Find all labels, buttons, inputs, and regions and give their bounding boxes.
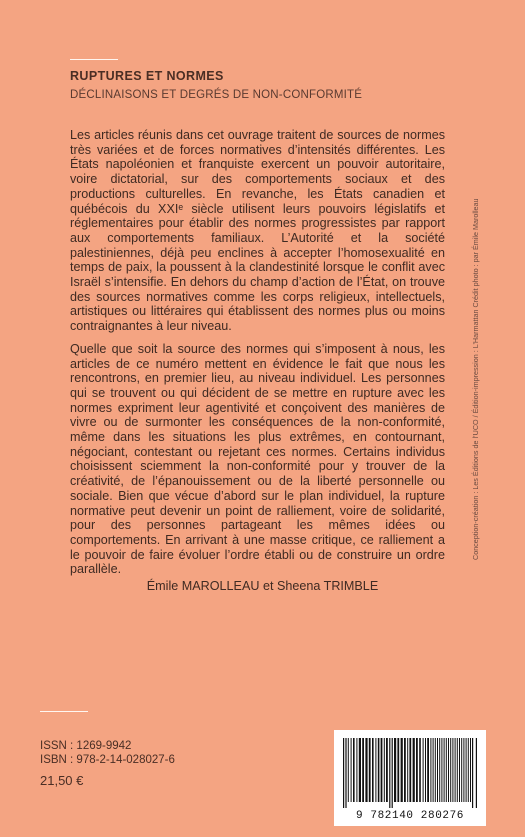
barcode-bar bbox=[441, 738, 442, 802]
barcode-bar bbox=[353, 738, 355, 802]
barcode-bar bbox=[351, 738, 352, 802]
barcode-bar bbox=[459, 738, 460, 802]
issn: ISSN : 1269-9942 bbox=[40, 740, 132, 752]
barcode-bar bbox=[404, 738, 406, 802]
barcode-bar bbox=[452, 738, 453, 802]
barcode bbox=[334, 730, 486, 826]
barcode-bar bbox=[455, 738, 456, 802]
barcode-bar bbox=[472, 738, 473, 808]
barcode-bar bbox=[384, 738, 385, 802]
barcode-bar bbox=[378, 738, 380, 802]
series-title: RUPTURES ET NORMES bbox=[70, 69, 224, 83]
barcode-bar bbox=[375, 738, 376, 802]
barcode-bar bbox=[409, 738, 411, 802]
barcode-bar bbox=[463, 738, 464, 802]
barcode-bar bbox=[419, 738, 421, 802]
back-cover-summary bbox=[70, 128, 445, 577]
barcode-bar bbox=[466, 738, 467, 802]
barcode-bar bbox=[345, 738, 346, 808]
barcode-bar bbox=[423, 738, 424, 802]
barcode-bar bbox=[461, 738, 462, 802]
credits-text: Conception-création : Les Éditions de l’UCO / Édition-impression : L’Harmattan Crédit photo : par Émile Marolleau bbox=[471, 198, 480, 560]
barcode-bar bbox=[397, 738, 399, 802]
barcode-bar bbox=[439, 738, 440, 802]
barcode-bar bbox=[389, 738, 390, 808]
barcode-bar bbox=[450, 738, 451, 802]
isbn: ISBN : 978-2-14-028027-6 bbox=[40, 754, 175, 766]
barcode-bar bbox=[476, 738, 477, 808]
price: 21,50 € bbox=[40, 773, 84, 788]
barcode-bar bbox=[372, 738, 374, 802]
barcode-bar bbox=[401, 738, 403, 802]
barcode-bar bbox=[356, 738, 357, 802]
barcode-bar bbox=[430, 738, 431, 802]
barcode-bar bbox=[407, 738, 408, 802]
barcode-bar bbox=[392, 738, 393, 808]
barcode-bar bbox=[369, 738, 371, 802]
barcode-bar bbox=[448, 738, 449, 802]
top-divider bbox=[70, 59, 118, 60]
barcode-bar bbox=[427, 738, 429, 802]
barcode-bars bbox=[343, 738, 477, 808]
summary-paragraph: Les articles réunis dans cet ouvrage traitent de sources de normes très variées et de forces normatives d’intensités différentes. Les États napoléonien et franquiste exercent un pouvoir autoritaire, voire dictatorial, sur des comportements sociaux et des productions culturelles. En revanche, les États canadien et québécois du XXIᵉ siècle utilisent leurs pouvoirs législatifs et réglementaires pour établir des normes progressistes par rapport aux comportements familiaux. L’Autorité et la société palestiniennes, déjà peu enclines à accepter l’homosexualité en temps de paix, la poussent à la clandestinité lorsque le conflit avec Israël s’intensifie. En dehors du champ d’action de l’État, on trouve des sources normatives comme les corps religieux, intellectuels, artistiques ou littéraires qui établissent des normes plus ou moins contraignantes à leur niveau. bbox=[70, 128, 445, 334]
barcode-bar bbox=[359, 738, 361, 802]
summary-paragraph: Quelle que soit la source des normes qui s’imposent à nous, les articles de ce numéro mettent en évidence le fait que nous les rencontrons, en premier lieu, au niveau individuel. Les personnes qui se trouvent ou qui décident de se mettre en rupture avec les normes expriment leur agentivité et conçoivent des manières de vivre ou de surmonter les conséquences de la non-conformité, même dans les situations les plus extrêmes, en contournant, négociant, contestant ou rejetant ces normes. Certains individus choisissent sciemment la non-conformité pour y trouver de la créativité, de l’épanouissement ou de la liberté personnelle ou sociale. Bien que vécue d’abord sur le plan individuel, la rupture normative peut devenir un point de ralliement, voire de solidarité, pour des personnes partageant les mêmes idées ou comportements. En arrivant à une masse critique, ce ralliement a le pouvoir de faire évoluer l’ordre établi ou de construire un ordre parallèle. bbox=[70, 341, 445, 577]
barcode-bar bbox=[348, 738, 349, 802]
barcode-bar bbox=[413, 738, 415, 802]
bottom-divider bbox=[40, 711, 88, 712]
barcode-bar bbox=[386, 738, 388, 802]
barcode-bar bbox=[446, 738, 447, 802]
barcode-bar bbox=[435, 738, 436, 802]
barcode-bar bbox=[381, 738, 383, 802]
barcode-bar bbox=[362, 738, 364, 802]
barcode-bar bbox=[437, 738, 438, 802]
authors-line: Émile MAROLLEAU et Sheena TRIMBLE bbox=[146, 579, 379, 593]
credits-sidebar bbox=[466, 140, 482, 560]
barcode-digits: 9 782140 280276 bbox=[355, 810, 465, 822]
barcode-bar bbox=[433, 738, 434, 802]
series-subtitle: DÉCLINAISONS ET DEGRÉS DE NON-CONFORMITÉ bbox=[70, 89, 363, 101]
barcode-bar bbox=[394, 738, 396, 802]
barcode-bar bbox=[470, 738, 471, 802]
barcode-bar bbox=[457, 738, 458, 802]
barcode-bar bbox=[425, 738, 426, 802]
barcode-bar bbox=[416, 738, 418, 802]
barcode-bar bbox=[365, 738, 367, 802]
barcode-bar bbox=[343, 738, 344, 808]
barcode-bar bbox=[444, 738, 445, 802]
barcode-bar bbox=[468, 738, 469, 802]
